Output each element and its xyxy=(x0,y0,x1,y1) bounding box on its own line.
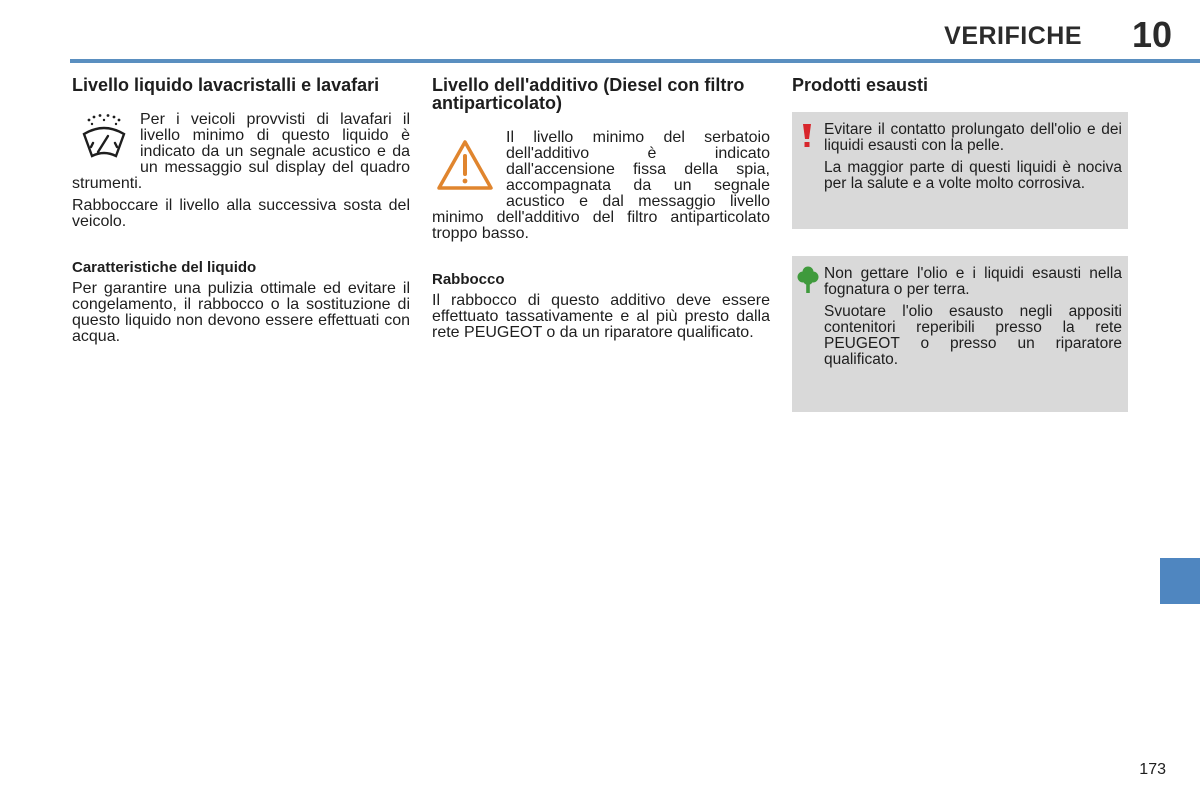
paragraph-washer-refill: Rabboccare il livello alla successiva sosta del veicolo. xyxy=(72,197,410,230)
page-title: VERIFICHE xyxy=(944,22,1082,50)
warning-triangle-icon xyxy=(432,130,498,200)
chapter-number: 10 xyxy=(1132,14,1173,55)
environment-notice xyxy=(792,256,1128,412)
subsection-title-fluid-characteristics: Caratteristiche del liquido xyxy=(72,259,257,276)
column-additive-level xyxy=(432,76,770,341)
section-title-waste-products: Prodotti esausti xyxy=(792,75,929,95)
paragraph-additive-level: Il livello minimo del serbatoio dell'additivo è indicato dall'accensione fissa della spia, accompagnata da un segnale acustico e dal messaggio livello minimo dell'additivo del filtro antiparticolato troppo basso. xyxy=(432,129,770,242)
paragraph-skin-contact: Evitare il contatto prolungato dell'olio e dei liquidi esausti con la pelle. xyxy=(824,121,1122,154)
paragraph-harmful-liquids: La maggior parte di questi liquidi è nociva per la salute e a volte molto corrosiva. xyxy=(824,159,1122,192)
paragraph-washer-level: Per i veicoli provvisti di lavafari il livello minimo di questo liquido è indicato da un segnale acustico e da un messaggio sul display del quadro strumenti. xyxy=(72,111,410,192)
column-waste-products xyxy=(792,76,1128,112)
paragraph-additive-refill: Il rabbocco di questo additivo deve essere effettuato tassativamente e al più presto dalla rete PEUGEOT o da un riparatore qualificato. xyxy=(432,292,770,341)
exclamation-icon xyxy=(797,122,817,152)
subsection-title-refill: Rabbocco xyxy=(432,271,505,288)
chapter-tab xyxy=(1160,558,1200,604)
tree-icon xyxy=(797,266,819,298)
paragraph-no-disposal: Non gettare l'olio e i liquidi esausti nella fognatura o per terra. xyxy=(824,265,1122,298)
health-warning-notice xyxy=(792,112,1128,229)
section-title-washer-fluid: Livello liquido lavacristalli e lavafari xyxy=(72,75,380,95)
paragraph-oil-containers: Svuotare l'olio esausto negli appositi contenitori reperibili presso la rete PEUGEOT o presso un riparatore qualificato. xyxy=(824,303,1122,368)
section-title-additive-level: Livello dell'additivo (Diesel con filtro antiparticolato) xyxy=(432,75,745,113)
header-divider xyxy=(70,59,1200,63)
page-number: 173 xyxy=(1139,761,1166,778)
washer-fluid-icon xyxy=(72,112,136,172)
column-washer-fluid xyxy=(72,76,410,345)
paragraph-fluid-characteristics: Per garantire una pulizia ottimale ed evitare il congelamento, il rabbocco o la sostituzione di questo liquido non devono essere effettuati con acqua. xyxy=(72,280,410,345)
